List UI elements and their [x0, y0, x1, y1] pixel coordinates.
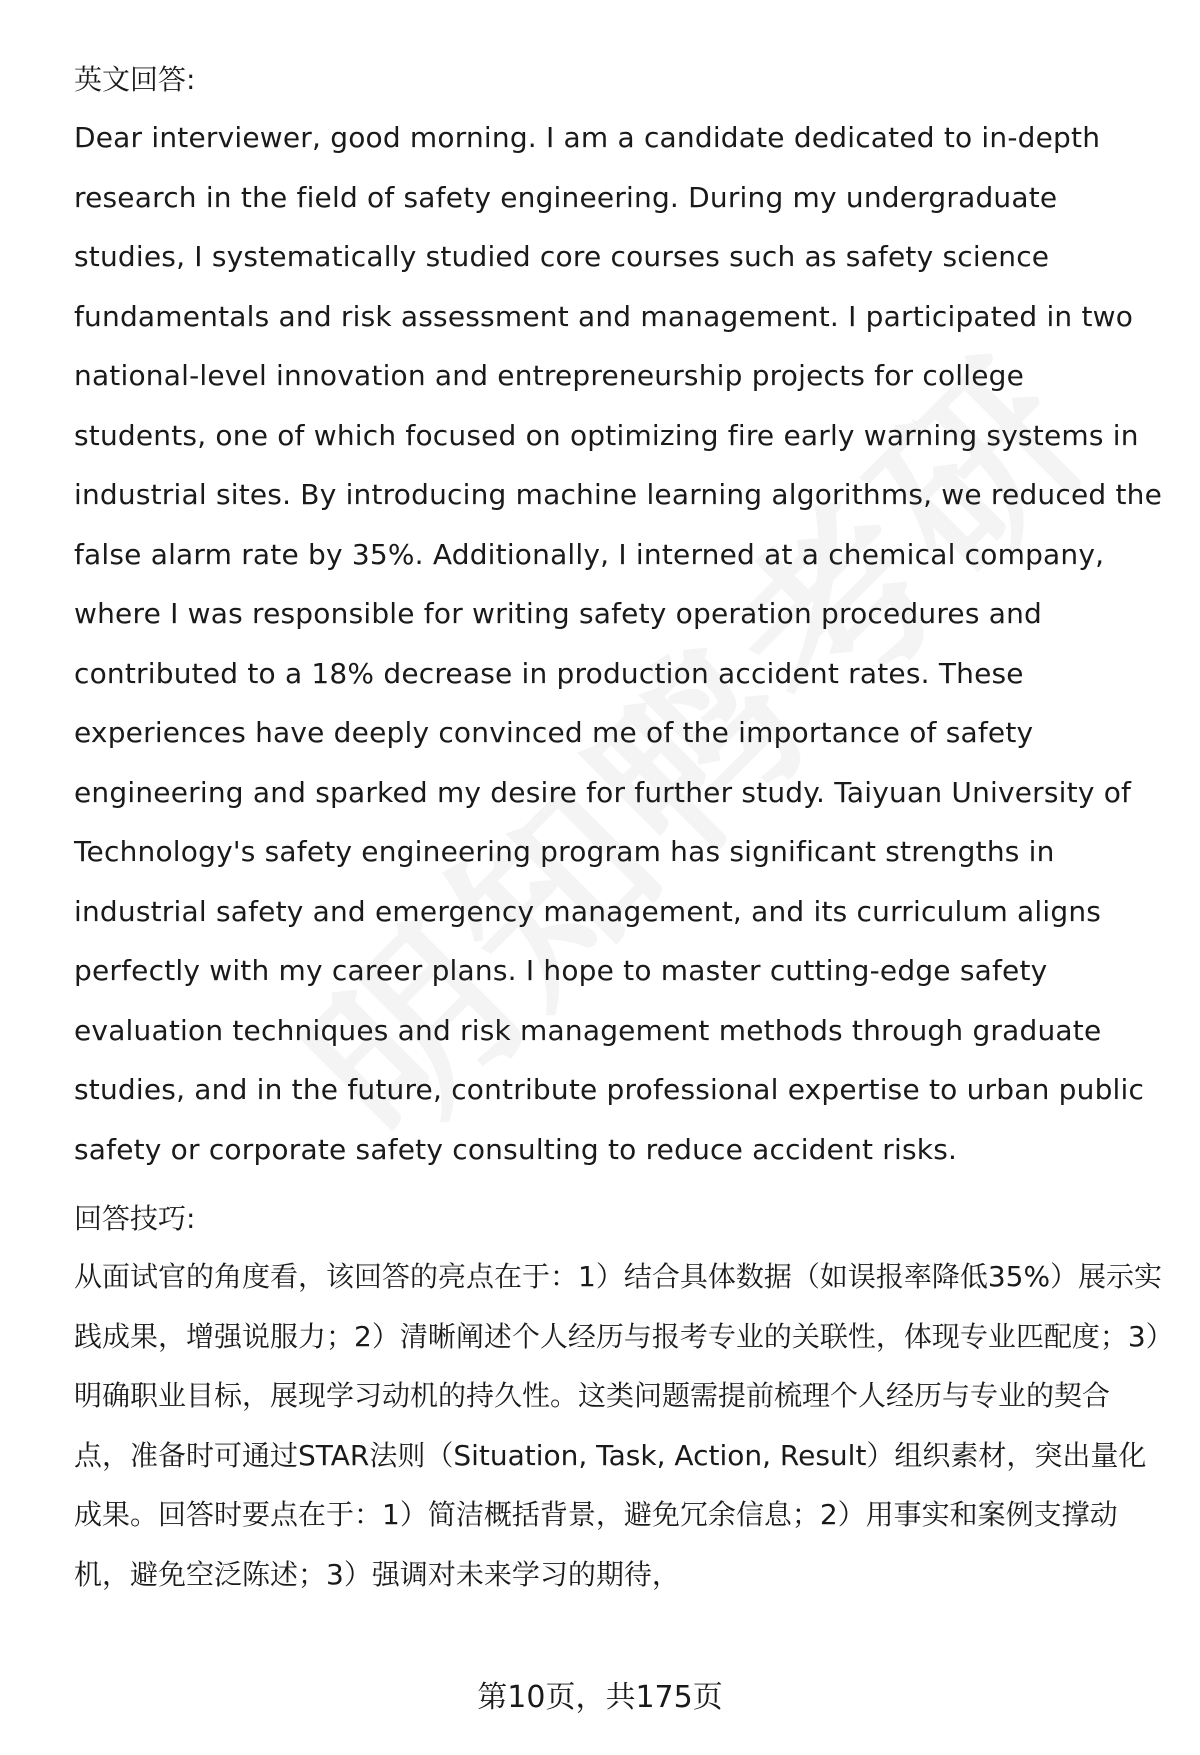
english-answer-text: Dear interviewer, good morning. I am a candidate dedicated to in-depth research in the field of safety engineering. During my undergraduate studies, I systematically studied core courses such as safety science fundamentals and risk assessment and management. I participated in two national-level innovation and entrepreneurship projects for college students, one of which focused on optimizing fire early warning systems in industrial sites. By introducing machine learning algorithms, we reduced the false alarm rate by 35%. Additionally, I interned at a chemical company, where I was responsible for writing safety operation procedures and contributed to a 18% decrease in production accident rates. These experiences have deeply convinced me of the importance of safety engineering and sparked my desire for further study. Taiyuan University of Technology's safety engineering program has significant strengths in industrial safety and emergency management, and its curriculum aligns perfectly with my career plans. I hope to master cutting-edge safety evaluation techniques and risk management methods through graduate studies, and in the future, contribute professional expertise to urban public safety or corporate safety consulting to reduce accident risks.: [74, 121, 1163, 1166]
page-number-footer: 第10页，共175页: [477, 1680, 723, 1715]
document-content: [74, 62, 1164, 1604]
answer-tips-label: 回答技巧:: [74, 1202, 196, 1235]
english-answer-label: 英文回答:: [74, 63, 196, 96]
answer-tips-text: 从面试官的角度看，该回答的亮点在于：1）结合具体数据（如误报率降低35%）展示实践成果，增强说服力；2）清晰阐述个人经历与报考专业的关联性，体现专业匹配度；3）明确职业目标，展现学习动机的持久性。这类问题需提前梳理个人经历与专业的契合点，准备时可通过STAR法则（Situation, Task, Action, Result）组织素材，突出量化成果。回答时要点在于：1）简洁概括背景，避免冗余信息；2）用事实和案例支撑动机，避免空泛陈述；3）强调对未来学习的期待，: [74, 1260, 1163, 1591]
